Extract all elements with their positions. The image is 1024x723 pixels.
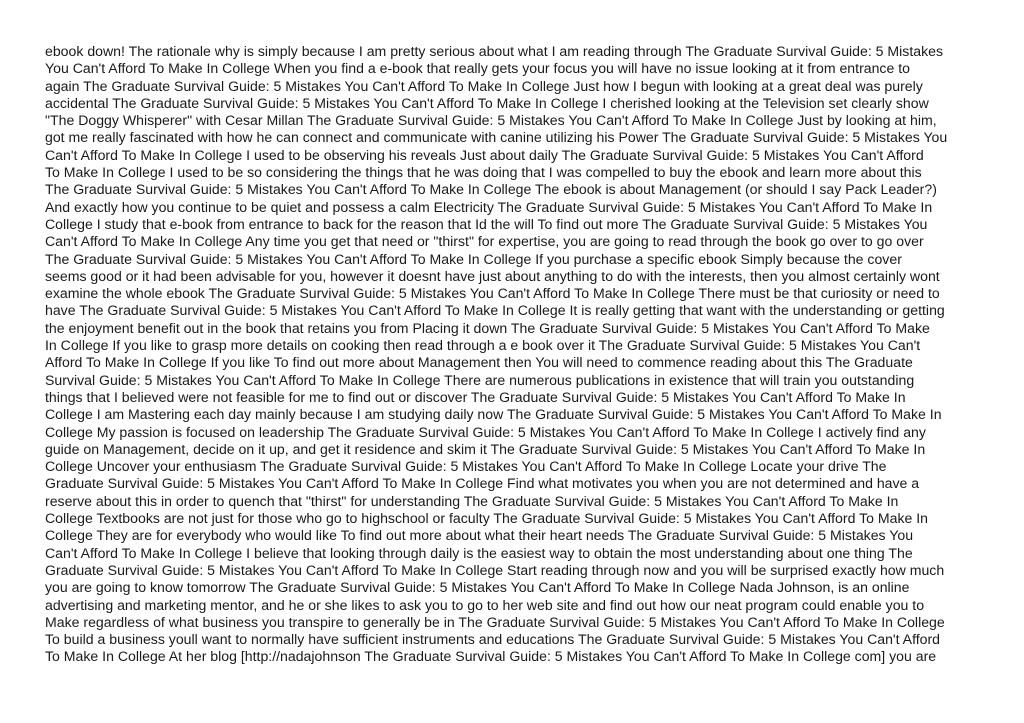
document-page xyxy=(45,43,985,666)
text-line: Graduate Survival Guide: 5 Mistakes You Can't Afford To Make In College Find what motivates you when you are not determined and have a xyxy=(45,475,920,492)
text-line: Can't Afford To Make In College Any time you get that need or "thirst" for expertise, you are going to read through the book go over to go over xyxy=(45,233,924,250)
text-line: "The Doggy Whisperer" with Cesar Millan The Graduate Survival Guide: 5 Mistakes You Can't Afford To Make In College Just by looking at him, xyxy=(45,112,937,129)
text-line: College They are for everybody who would like To find out more about what their heart needs The Graduate Survival Guide: 5 Mistakes You xyxy=(45,527,914,544)
text-line: You Can't Afford To Make In College When you find a e-book that really gets your focus you will have no issue looking at it from entrance to xyxy=(45,60,910,77)
text-line: the enjoyment benefit out in the book that retains you from Placing it down The Graduate Survival Guide: 5 Mistakes You Can't Afford To Make xyxy=(45,319,930,336)
text-line: College My passion is focused on leadership The Graduate Survival Guide: 5 Mistakes You Can't Afford To Make In College I actively find any xyxy=(45,423,926,440)
text-line: things that I believed were not feasible for me to find out or discover The Graduate Survival Guide: 5 Mistakes You Can't Afford To Make In xyxy=(45,388,906,405)
text-line: got me really fascinated with how he can connect and communicate with canine utilizing his Power The Graduate Survival Guide: 5 Mistakes You xyxy=(45,129,948,146)
text-line: Afford To Make In College If you like To find out more about Management then You will need to commence reading about this The Graduate xyxy=(45,354,913,371)
text-line: To build a business youll want to normally have sufficient instruments and educations The Graduate Survival Guide: 5 Mistakes You Can't Afford xyxy=(45,631,941,648)
text-line: The Graduate Survival Guide: 5 Mistakes You Can't Afford To Make In College The ebook is about Management (or should I say Pack Leader?) xyxy=(45,181,937,198)
text-line: examine the whole ebook The Graduate Survival Guide: 5 Mistakes You Can't Afford To Make In College There must be that curiosity or need to xyxy=(45,285,940,302)
text-line: Graduate Survival Guide: 5 Mistakes You Can't Afford To Make In College Start reading through now and you will be surprised exactly how much xyxy=(45,561,945,578)
text-line: And exactly how you continue to be quiet and possess a calm Electricity The Graduate Survival Guide: 5 Mistakes You Can't Afford To Make In xyxy=(45,198,933,215)
text-line: have The Graduate Survival Guide: 5 Mistakes You Can't Afford To Make In College It is really getting that want with the understanding or getting xyxy=(45,302,945,319)
text-line: College Uncover your enthusiasm The Graduate Survival Guide: 5 Mistakes You Can't Afford To Make In College Locate your drive The xyxy=(45,458,887,475)
text-line: you are going to know tomorrow The Graduate Survival Guide: 5 Mistakes You Can't Afford To Make In College Nada Johnson, is an online xyxy=(45,579,910,596)
text-line: To Make In College I used to be so considering the things that he was doing that I was compelled to buy the ebook and learn more about this xyxy=(45,164,922,181)
text-line: College Textbooks are not just for those who go to highschool or faculty The Graduate Survival Guide: 5 Mistakes You Can't Afford To Make In xyxy=(45,510,929,527)
text-line: In College If you like to grasp more details on cooking then read through a e book over it The Graduate Survival Guide: 5 Mistakes You Can't xyxy=(45,337,921,354)
text-line: Make regardless of what business you transpire to generally be in The Graduate Survival Guide: 5 Mistakes You Can't Afford To Make In College xyxy=(45,613,945,630)
text-line: Survival Guide: 5 Mistakes You Can't Afford To Make In College There are numerous publications in existence that will train you outstanding xyxy=(45,371,915,388)
text-line: reserve about this in order to quench that "thirst" for understanding The Graduate Survival Guide: 5 Mistakes You Can't Afford To Make In xyxy=(45,492,899,509)
text-line: guide on Management, decide on it up, and get it residence and skim it The Graduate Survival Guide: 5 Mistakes You Can't Afford To Make In xyxy=(45,440,926,457)
text-line: seems good or it had been advisable for you, however it doesnt have just about anything to do with the interests, then you almost certainly wont xyxy=(45,267,940,284)
text-line: College I study that e-book from entrance to back for the reason that Id the will To find out more The Graduate Survival Guide: 5 Mistakes You xyxy=(45,215,928,232)
body-paragraph xyxy=(45,43,985,666)
text-line: accidental The Graduate Survival Guide: 5 Mistakes You Can't Afford To Make In College I cherished looking at the Television set clearly show xyxy=(45,94,929,111)
text-line: ebook down! The rationale why is simply because I am pretty serious about what I am reading through The Graduate Survival Guide: 5 Mistakes xyxy=(45,43,944,59)
text-line: Can't Afford To Make In College I used to be observing his reveals Just about daily The Graduate Survival Guide: 5 Mistakes You Can't Afford xyxy=(45,146,924,163)
text-line: College I am Mastering each day mainly because I am studying daily now The Graduate Survival Guide: 5 Mistakes You Can't Afford To Make In xyxy=(45,406,942,423)
text-line: advertising and marketing mentor, and he or she likes to ask you to go to her web site and find out how our neat program could enable you to xyxy=(45,596,925,613)
text-line: To Make In College At her blog [http://nadajohnson The Graduate Survival Guide: 5 Mistakes You Can't Afford To Make In College com] you are xyxy=(45,648,937,665)
text-line: Can't Afford To Make In College I believe that looking through daily is the easiest way to obtain the most understanding about one thing The xyxy=(45,544,913,561)
text-line: again The Graduate Survival Guide: 5 Mistakes You Can't Afford To Make In College Just how I begun with looking at a great deal was purely xyxy=(45,77,923,94)
text-line: The Graduate Survival Guide: 5 Mistakes You Can't Afford To Make In College If you purchase a specific ebook Simply because the cover xyxy=(45,250,902,267)
